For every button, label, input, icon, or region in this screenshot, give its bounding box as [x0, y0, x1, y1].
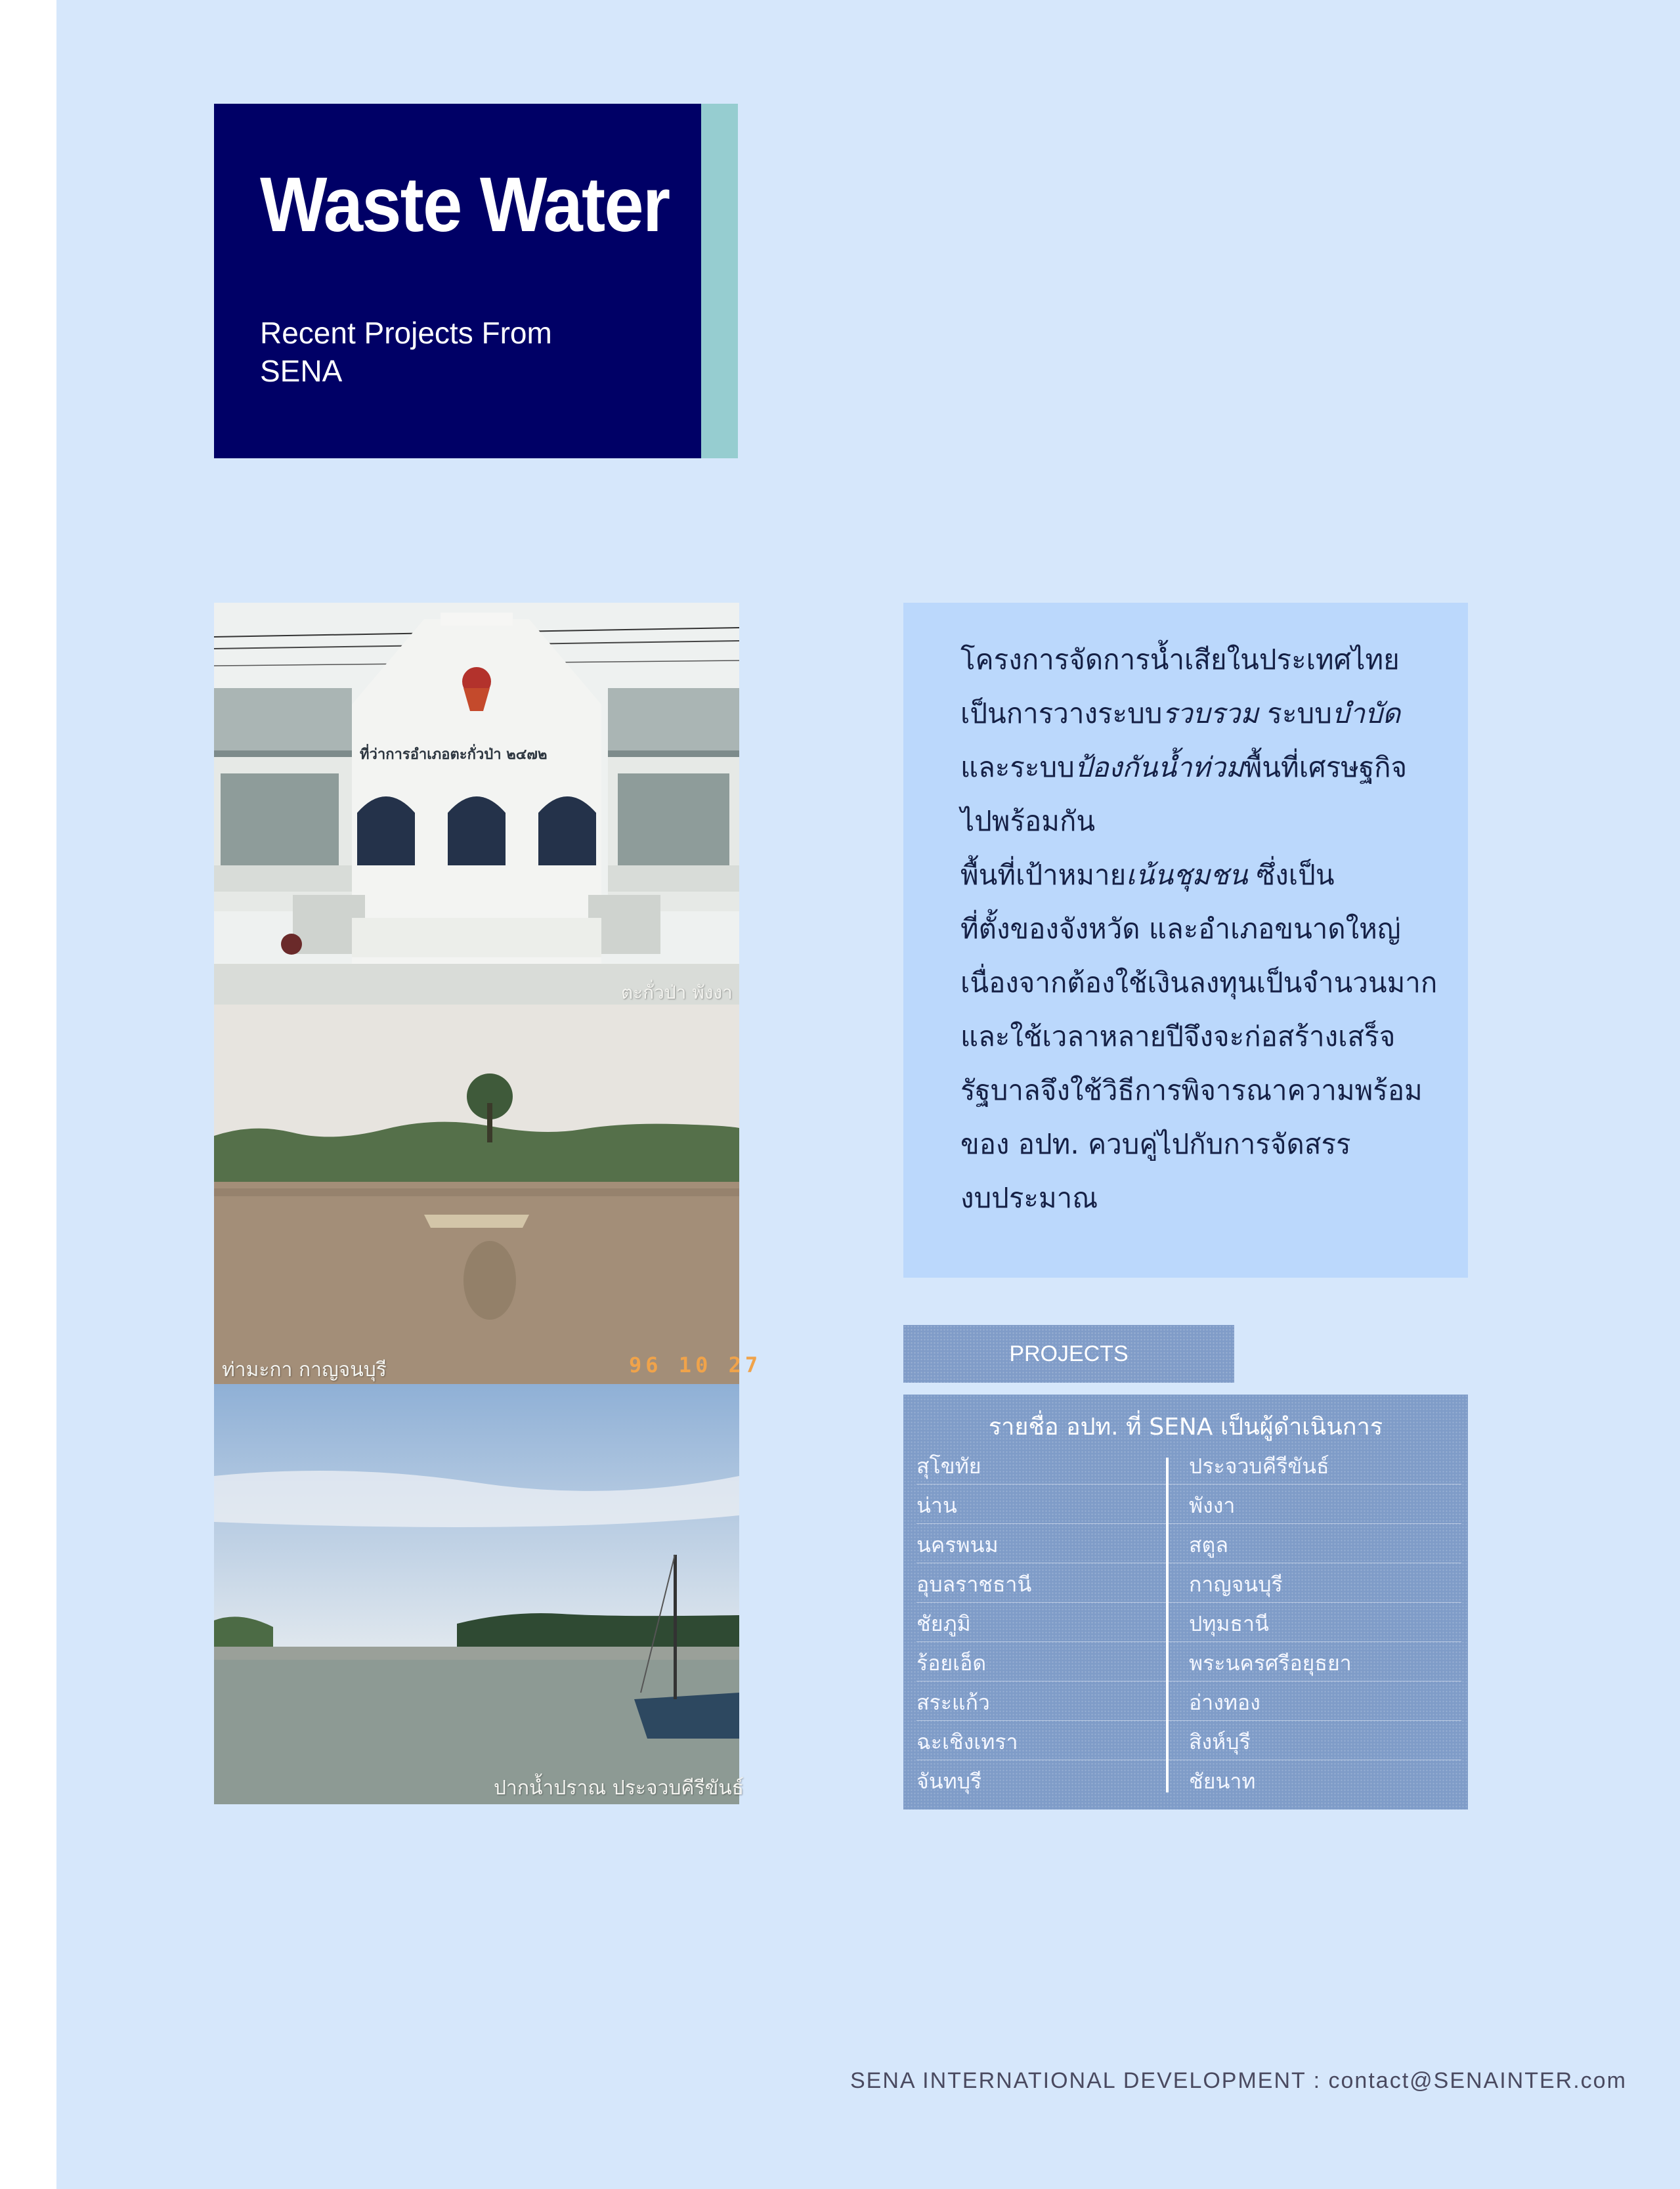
- project-item: สระแก้ว: [916, 1690, 990, 1715]
- project-item: อ่างทอง: [1189, 1690, 1260, 1715]
- project-item: สตูล: [1189, 1532, 1228, 1557]
- project-item: จันทบุรี: [916, 1769, 982, 1794]
- project-item: พระนครศรีอยุธยา: [1189, 1651, 1352, 1676]
- row-separator: [916, 1523, 1461, 1524]
- project-item: น่าน: [916, 1493, 957, 1518]
- photo-caption: ท่ามะกา กาญจนบุรี: [222, 1358, 387, 1381]
- page-subtitle: Recent Projects From SENA: [260, 316, 552, 388]
- row-separator: [916, 1641, 1461, 1642]
- projects-tab-label: PROJECTS: [1009, 1341, 1129, 1366]
- project-item: พังงา: [1189, 1493, 1236, 1518]
- description-line: เนื่องจากต้องใช้เงินลงทุนเป็นจำนวนมาก: [960, 966, 1438, 999]
- description-line: พื้นที่เป้าหมายเน้นชุมชน ซึ่งเป็น: [960, 859, 1335, 891]
- description-box: [903, 603, 1468, 1278]
- project-item: สุโขทัย: [916, 1454, 981, 1479]
- description-line: ไปพร้อมกัน: [960, 805, 1096, 837]
- project-item: อุบลราชธานี: [916, 1572, 1032, 1597]
- photo-pak-nam-pran: [214, 1384, 744, 1804]
- project-item: กาญจนบุรี: [1189, 1572, 1283, 1597]
- description-line: ของ อปท. ควบคู่ไปกับการจัดสรร: [960, 1128, 1351, 1160]
- project-item: ร้อยเอ็ด: [916, 1651, 987, 1676]
- column-divider: [1166, 1458, 1169, 1792]
- row-separator: [916, 1602, 1461, 1603]
- photo-river-tha-maka: [214, 1005, 762, 1384]
- building-sign: ที่ว่าการอำเภอตะกั่วป่า ๒๔๗๒: [360, 747, 548, 763]
- project-item: นครพนม: [916, 1532, 999, 1557]
- page-title: Waste Water: [260, 162, 670, 248]
- photo-caption: ตะกั่วป่า พังงา: [621, 982, 733, 1003]
- project-item: ปทุมธานี: [1189, 1611, 1269, 1636]
- photo-caption: ปากน้ำปราณ ประจวบคีรีขันธ์: [494, 1777, 744, 1800]
- river-mouth-picture: [214, 1384, 739, 1804]
- project-item: ประจวบคีรีขันธ์: [1189, 1454, 1329, 1479]
- project-item: ชัยภูมิ: [916, 1611, 971, 1636]
- photo-datestamp: 96 10 27: [629, 1353, 762, 1377]
- projects-tab: [903, 1325, 1234, 1383]
- row-separator: [916, 1484, 1461, 1485]
- district-office-picture: [214, 603, 739, 1005]
- description-line: และใช้เวลาหลายปีจึงจะก่อสร้างเสร็จ: [960, 1020, 1396, 1052]
- description-line: และระบบป้องกันน้ำท่วมพื้นที่เศรษฐกิจ: [960, 751, 1408, 783]
- title-accent-bar: [701, 104, 738, 458]
- projects-heading: รายชื่อ อปท. ที่ SENA เป็นผู้ดำเนินการ: [988, 1414, 1383, 1441]
- row-separator: [916, 1720, 1461, 1721]
- description-line: โครงการจัดการน้ำเสียในประเทศไทย: [960, 643, 1400, 676]
- footer-contact: SENA INTERNATIONAL DEVELOPMENT : contact@SENAINTER.com: [850, 2068, 1627, 2093]
- description-line: ที่ตั้งของจังหวัด และอำเภอขนาดใหญ่: [960, 913, 1401, 945]
- description-line: เป็นการวางระบบรวบรวม ระบบบำบัด: [960, 697, 1401, 729]
- projects-list: [903, 1395, 1468, 1810]
- title-block: [214, 104, 701, 458]
- project-item: ชัยนาท: [1189, 1769, 1256, 1794]
- project-item: สิงห์บุรี: [1189, 1729, 1251, 1754]
- photo-district-office: [214, 603, 739, 1005]
- description-line: งบประมาณ: [960, 1182, 1098, 1214]
- description-line: รัฐบาลจึงใช้วิธีการพิจารณาความพร้อม: [960, 1074, 1423, 1106]
- river-picture: [214, 1005, 739, 1384]
- project-item: ฉะเชิงเทรา: [916, 1729, 1018, 1754]
